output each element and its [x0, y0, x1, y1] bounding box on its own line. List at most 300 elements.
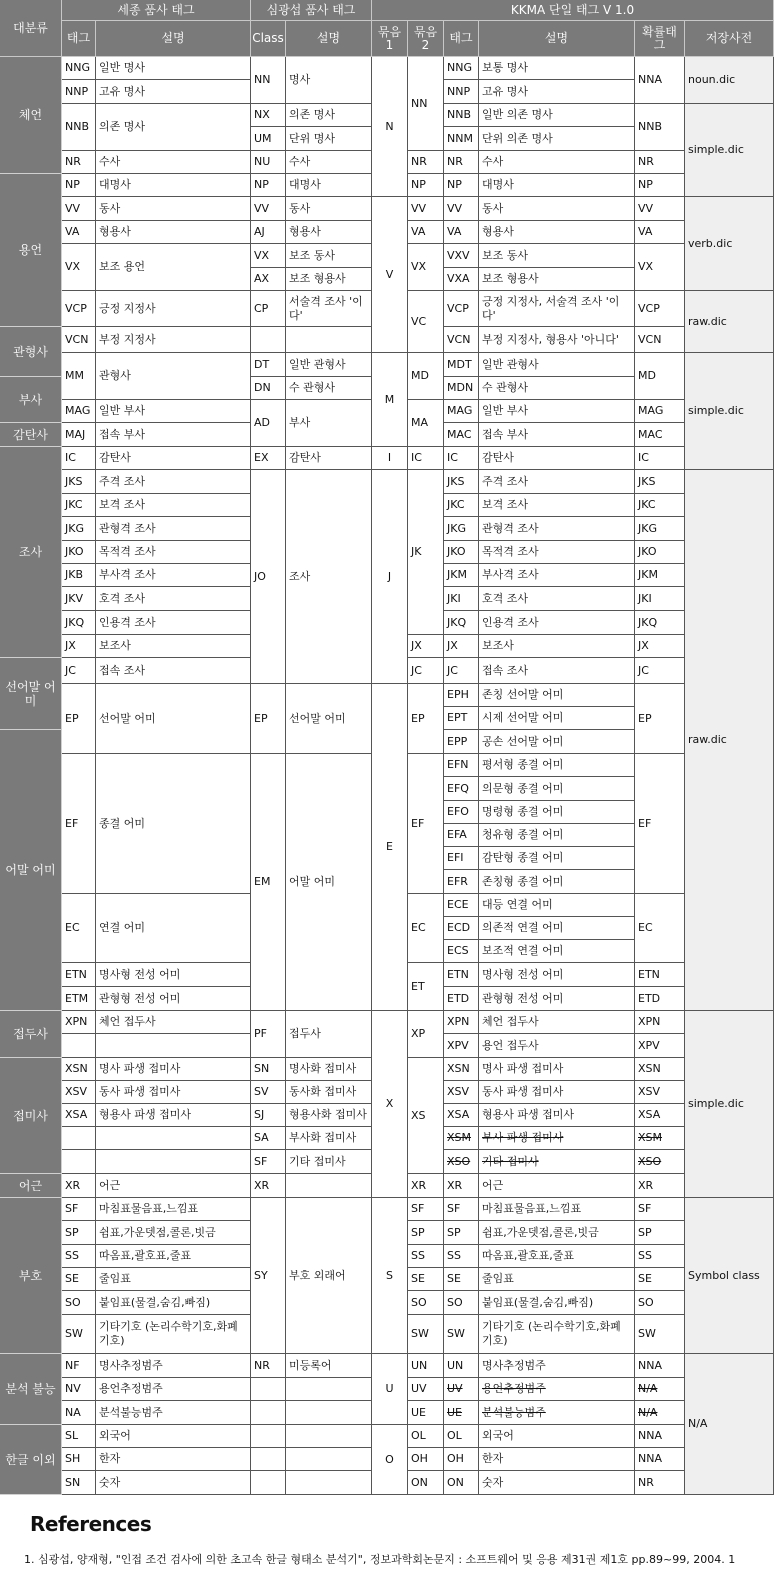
group2-cell: SF	[408, 1198, 444, 1221]
kkma-tag: NNG	[444, 57, 479, 80]
prob-tag: XSA	[635, 1104, 685, 1127]
sejong-tag: JKQ	[62, 611, 96, 635]
kkma-desc: 마침표물음표,느낌표	[479, 1198, 635, 1221]
sejong-tag: NNP	[62, 80, 96, 104]
prob-tag: MAG	[635, 400, 685, 423]
prob-tag: NNB	[635, 104, 685, 151]
sejong-desc: 고유 명사	[96, 80, 251, 104]
kkma-tag: UV	[444, 1378, 479, 1401]
shim-class: UM	[251, 127, 286, 151]
shim-desc: 일반 관형사	[286, 353, 372, 377]
kkma-desc: 부정 지정사, 형용사 '아니다'	[479, 327, 635, 353]
group2-cell: EF	[408, 754, 444, 894]
group1-cell: V	[372, 197, 408, 353]
group1-cell: U	[372, 1354, 408, 1425]
header-category: 대분류	[0, 0, 62, 57]
group2-cell: XP	[408, 1011, 444, 1058]
prob-tag: VX	[635, 244, 685, 291]
sejong-desc	[96, 1127, 251, 1150]
kkma-tag: NNP	[444, 80, 479, 104]
kkma-desc: 따옴표,괄호표,줄표	[479, 1245, 635, 1268]
group1-cell: O	[372, 1425, 408, 1495]
prob-tag: NR	[635, 1471, 685, 1495]
shim-class: NX	[251, 104, 286, 127]
kkma-tag: EFR	[444, 870, 479, 894]
kkma-desc: 감탄형 종결 어미	[479, 847, 635, 870]
kkma-desc: 쉼표,가운뎃점,콜론,빗금	[479, 1221, 635, 1245]
shim-desc: 의존 명사	[286, 104, 372, 127]
prob-tag: XSM	[635, 1127, 685, 1150]
kkma-tag: SP	[444, 1221, 479, 1245]
shim-class: VV	[251, 197, 286, 221]
group1-cell: I	[372, 447, 408, 470]
group2-cell: UV	[408, 1378, 444, 1401]
shim-class: NR	[251, 1354, 286, 1378]
sejong-desc: 기타기호 (논리수학기호,화폐기호)	[96, 1315, 251, 1354]
kkma-tag: EFO	[444, 801, 479, 824]
shim-class: NP	[251, 174, 286, 197]
group2-cell: EC	[408, 894, 444, 963]
sejong-desc: 관형사	[96, 353, 251, 400]
shim-desc: 부호 외래어	[286, 1198, 372, 1354]
sejong-desc: 긍정 지정사	[96, 291, 251, 327]
group2-cell: VC	[408, 291, 444, 353]
shim-desc: 보조 형용사	[286, 268, 372, 291]
group2-cell: OL	[408, 1425, 444, 1448]
prob-tag: NNA	[635, 1425, 685, 1448]
dictionary-cell: noun.dic	[685, 57, 774, 104]
sejong-desc: 호격 조사	[96, 587, 251, 611]
group2-cell: SE	[408, 1268, 444, 1291]
shim-desc: 감탄사	[286, 447, 372, 470]
sejong-tag: XSV	[62, 1081, 96, 1104]
shim-class: SJ	[251, 1104, 286, 1127]
group1-cell: S	[372, 1198, 408, 1354]
dictionary-cell: simple.dic	[685, 353, 774, 470]
sejong-tag: NNB	[62, 104, 96, 151]
kkma-desc: 부사 파생 접미사	[479, 1127, 635, 1150]
group2-cell: IC	[408, 447, 444, 470]
kkma-tag: ECE	[444, 894, 479, 917]
kkma-desc: 보조적 연결 어미	[479, 940, 635, 963]
kkma-tag: ECS	[444, 940, 479, 963]
sejong-tag: IC	[62, 447, 96, 470]
sejong-tag: SP	[62, 1221, 96, 1245]
kkma-tag: VXV	[444, 244, 479, 268]
shim-class	[251, 1471, 286, 1495]
sejong-tag: NNG	[62, 57, 96, 80]
group1-cell: M	[372, 353, 408, 447]
sejong-tag: ETN	[62, 963, 96, 987]
shim-desc: 조사	[286, 470, 372, 684]
kkma-tag: JC	[444, 658, 479, 684]
sejong-desc: 용언추정범주	[96, 1378, 251, 1401]
kkma-desc: 수사	[479, 151, 635, 174]
kkma-tag: NNM	[444, 127, 479, 151]
kkma-tag: JKC	[444, 494, 479, 517]
prob-tag: JKG	[635, 517, 685, 541]
dictionary-cell: N/A	[685, 1354, 774, 1495]
sejong-desc: 마침표물음표,느낌표	[96, 1198, 251, 1221]
prob-tag: XR	[635, 1174, 685, 1198]
kkma-tag: UE	[444, 1401, 479, 1425]
sejong-tag: JKB	[62, 564, 96, 587]
shim-class: AX	[251, 268, 286, 291]
header-tag: 태그	[444, 21, 479, 57]
kkma-tag: JKM	[444, 564, 479, 587]
sejong-desc: 줄임표	[96, 1268, 251, 1291]
shim-desc: 기타 접미사	[286, 1150, 372, 1174]
shim-desc	[286, 1401, 372, 1425]
shim-class	[251, 327, 286, 353]
sejong-tag: VX	[62, 244, 96, 291]
sejong-tag: MM	[62, 353, 96, 400]
sejong-desc: 보조 용언	[96, 244, 251, 291]
kkma-desc: 외국어	[479, 1425, 635, 1448]
kkma-desc: 명사형 전성 어미	[479, 963, 635, 987]
shim-class: EM	[251, 754, 286, 1011]
group2-cell: NR	[408, 151, 444, 174]
kkma-desc: 존칭형 종결 어미	[479, 870, 635, 894]
sejong-tag: VCN	[62, 327, 96, 353]
kkma-tag: XSA	[444, 1104, 479, 1127]
shim-class: SA	[251, 1127, 286, 1150]
sejong-tag: JKC	[62, 494, 96, 517]
shim-desc: 명사화 접미사	[286, 1058, 372, 1081]
sejong-tag: SE	[62, 1268, 96, 1291]
kkma-desc: 시제 선어말 어미	[479, 707, 635, 730]
kkma-desc: 목적격 조사	[479, 541, 635, 564]
shim-class	[251, 1425, 286, 1448]
sejong-desc: 일반 명사	[96, 57, 251, 80]
category-label: 한글 이외	[0, 1425, 62, 1495]
sejong-tag: JKS	[62, 470, 96, 494]
group2-cell: EP	[408, 684, 444, 754]
kkma-tag: XSV	[444, 1081, 479, 1104]
header-desc: 설명	[96, 21, 251, 57]
header-kkma: KKMA 단일 태그 V 1.0	[372, 0, 774, 21]
kkma-desc: 일반 관형사	[479, 353, 635, 377]
sejong-tag: VCP	[62, 291, 96, 327]
reference-item: 1. 심광섭, 양재형, "인접 조건 검사에 의한 초고속 한글 형태소 분석기", 정보과학회논문지 : 소프트웨어 및 응용 제31권 제1호 pp.89~99, 2004. 1	[24, 1553, 736, 1566]
kkma-tag: JKI	[444, 587, 479, 611]
prob-tag: SE	[635, 1268, 685, 1291]
kkma-desc: 명사추정범주	[479, 1354, 635, 1378]
sejong-tag: NR	[62, 151, 96, 174]
kkma-tag: JKG	[444, 517, 479, 541]
kkma-desc: 붙임표(물결,숨김,빠짐)	[479, 1291, 635, 1315]
prob-tag: JKC	[635, 494, 685, 517]
shim-desc: 대명사	[286, 174, 372, 197]
shim-desc: 어말 어미	[286, 754, 372, 1011]
group2-cell: XR	[408, 1174, 444, 1198]
sejong-tag: SF	[62, 1198, 96, 1221]
category-label: 선어말 어미	[0, 658, 62, 730]
sejong-desc: 주격 조사	[96, 470, 251, 494]
sejong-desc: 목적격 조사	[96, 541, 251, 564]
header-class: Class	[251, 21, 286, 57]
kkma-desc: 접속 조사	[479, 658, 635, 684]
kkma-desc: 긍정 지정사, 서술격 조사 '이다'	[479, 291, 635, 327]
kkma-desc: 용언 접두사	[479, 1034, 635, 1058]
sejong-desc: 대명사	[96, 174, 251, 197]
prob-tag: JKM	[635, 564, 685, 587]
category-label: 부호	[0, 1198, 62, 1354]
sejong-tag: MAG	[62, 400, 96, 423]
sejong-desc: 따옴표,괄호표,줄표	[96, 1245, 251, 1268]
group2-cell: SO	[408, 1291, 444, 1315]
kkma-desc: 주격 조사	[479, 470, 635, 494]
shim-desc: 접두사	[286, 1011, 372, 1058]
sejong-tag	[62, 1034, 96, 1058]
dictionary-cell: Symbol class	[685, 1198, 774, 1354]
sejong-tag: JX	[62, 635, 96, 658]
shim-desc: 동사	[286, 197, 372, 221]
header-desc: 설명	[286, 21, 372, 57]
shim-desc: 단위 명사	[286, 127, 372, 151]
header-tag: 태그	[62, 21, 96, 57]
group2-cell: SW	[408, 1315, 444, 1354]
prob-tag: NNA	[635, 1354, 685, 1378]
category-label: 어말 어미	[0, 730, 62, 1011]
kkma-tag: JX	[444, 635, 479, 658]
sejong-tag: XPN	[62, 1011, 96, 1034]
shim-desc	[286, 327, 372, 353]
prob-tag: MD	[635, 353, 685, 400]
shim-class: NN	[251, 57, 286, 104]
sejong-tag	[62, 1127, 96, 1150]
kkma-desc: 관형격 조사	[479, 517, 635, 541]
kkma-desc: 보격 조사	[479, 494, 635, 517]
group1-cell: X	[372, 1011, 408, 1198]
kkma-desc: 보통 명사	[479, 57, 635, 80]
shim-class	[251, 1401, 286, 1425]
dictionary-cell: raw.dic	[685, 291, 774, 353]
shim-class	[251, 1448, 286, 1471]
shim-desc: 수사	[286, 151, 372, 174]
shim-desc	[286, 1378, 372, 1401]
sejong-desc: 인용격 조사	[96, 611, 251, 635]
kkma-desc: 단위 의존 명사	[479, 127, 635, 151]
shim-class: NU	[251, 151, 286, 174]
kkma-tag: XSN	[444, 1058, 479, 1081]
sejong-desc: 수사	[96, 151, 251, 174]
prob-tag: EC	[635, 894, 685, 963]
prob-tag: VV	[635, 197, 685, 221]
sejong-desc: 명사형 전성 어미	[96, 963, 251, 987]
shim-class: JO	[251, 470, 286, 684]
prob-tag: ETD	[635, 987, 685, 1011]
group2-cell: SP	[408, 1221, 444, 1245]
kkma-tag: NNB	[444, 104, 479, 127]
shim-class: EP	[251, 684, 286, 754]
sejong-desc: 보격 조사	[96, 494, 251, 517]
kkma-tag: SF	[444, 1198, 479, 1221]
sejong-desc: 관형형 전성 어미	[96, 987, 251, 1011]
kkma-desc: 보조 동사	[479, 244, 635, 268]
sejong-tag: SW	[62, 1315, 96, 1354]
kkma-tag: NR	[444, 151, 479, 174]
kkma-tag: EFN	[444, 754, 479, 777]
sejong-desc: 관형격 조사	[96, 517, 251, 541]
dictionary-cell: simple.dic	[685, 1011, 774, 1198]
kkma-tag: XR	[444, 1174, 479, 1198]
sejong-desc: 형용사	[96, 221, 251, 244]
shim-class: EX	[251, 447, 286, 470]
sejong-desc: 부사격 조사	[96, 564, 251, 587]
prob-tag: EP	[635, 684, 685, 754]
sejong-tag: XR	[62, 1174, 96, 1198]
shim-desc	[286, 1471, 372, 1495]
kkma-desc: 체언 접두사	[479, 1011, 635, 1034]
sejong-tag: NF	[62, 1354, 96, 1378]
sejong-desc: 숫자	[96, 1471, 251, 1495]
group2-cell: ON	[408, 1471, 444, 1495]
kkma-desc: 명령형 종결 어미	[479, 801, 635, 824]
shim-class: SV	[251, 1081, 286, 1104]
group2-cell: VX	[408, 244, 444, 291]
prob-tag: NNA	[635, 1448, 685, 1471]
kkma-desc: 평서형 종결 어미	[479, 754, 635, 777]
category-label: 감탄사	[0, 423, 62, 447]
sejong-desc	[96, 1034, 251, 1058]
kkma-desc: 한자	[479, 1448, 635, 1471]
kkma-desc: 부사격 조사	[479, 564, 635, 587]
kkma-tag: ETD	[444, 987, 479, 1011]
prob-tag: ETN	[635, 963, 685, 987]
kkma-desc: 동사	[479, 197, 635, 221]
prob-tag: JKI	[635, 587, 685, 611]
group2-cell: UE	[408, 1401, 444, 1425]
kkma-tag: EFA	[444, 824, 479, 847]
sejong-desc: 붙임표(물결,숨김,빠짐)	[96, 1291, 251, 1315]
group2-cell: XS	[408, 1058, 444, 1174]
group1-cell: E	[372, 684, 408, 1011]
kkma-desc: 보조 형용사	[479, 268, 635, 291]
kkma-desc: 형용사	[479, 221, 635, 244]
group2-cell: OH	[408, 1448, 444, 1471]
kkma-desc: 고유 명사	[479, 80, 635, 104]
category-label: 관형사	[0, 327, 62, 377]
kkma-tag: SE	[444, 1268, 479, 1291]
shim-desc: 수 관형사	[286, 377, 372, 400]
kkma-desc: 일반 의존 명사	[479, 104, 635, 127]
kkma-tag: VCN	[444, 327, 479, 353]
category-label: 체언	[0, 57, 62, 174]
sejong-desc: 접속 부사	[96, 423, 251, 447]
shim-class: SF	[251, 1150, 286, 1174]
kkma-tag: NP	[444, 174, 479, 197]
sejong-tag: JKV	[62, 587, 96, 611]
sejong-desc: 선어말 어미	[96, 684, 251, 754]
kkma-tag: SS	[444, 1245, 479, 1268]
prob-tag: XSN	[635, 1058, 685, 1081]
prob-tag: JKQ	[635, 611, 685, 635]
prob-tag: XPV	[635, 1034, 685, 1058]
sejong-tag: VA	[62, 221, 96, 244]
prob-tag: XSV	[635, 1081, 685, 1104]
sejong-desc: 부정 지정사	[96, 327, 251, 353]
kkma-tag: MAC	[444, 423, 479, 447]
kkma-desc: 대명사	[479, 174, 635, 197]
sejong-desc: 동사	[96, 197, 251, 221]
shim-class: DT	[251, 353, 286, 377]
kkma-desc: 공손 선어말 어미	[479, 730, 635, 754]
category-label: 분석 불능	[0, 1354, 62, 1425]
category-label: 조사	[0, 447, 62, 658]
shim-class: AD	[251, 400, 286, 447]
kkma-tag: ETN	[444, 963, 479, 987]
shim-class: SY	[251, 1198, 286, 1354]
shim-desc: 형용사	[286, 221, 372, 244]
shim-desc: 선어말 어미	[286, 684, 372, 754]
kkma-desc: 줄임표	[479, 1268, 635, 1291]
prob-tag: NR	[635, 151, 685, 174]
sejong-tag: XSN	[62, 1058, 96, 1081]
kkma-tag: ECD	[444, 917, 479, 940]
header-shim: 심광섭 품사 태그	[251, 0, 372, 21]
sejong-tag: EC	[62, 894, 96, 963]
sejong-desc	[96, 1150, 251, 1174]
kkma-tag: UN	[444, 1354, 479, 1378]
sejong-tag: NP	[62, 174, 96, 197]
group2-cell: MD	[408, 353, 444, 400]
sejong-tag: ETM	[62, 987, 96, 1011]
kkma-tag: OL	[444, 1425, 479, 1448]
kkma-tag: XPN	[444, 1011, 479, 1034]
sejong-tag: JC	[62, 658, 96, 684]
sejong-tag: SO	[62, 1291, 96, 1315]
prob-tag: SS	[635, 1245, 685, 1268]
shim-desc: 동사화 접미사	[286, 1081, 372, 1104]
kkma-desc: 동사 파생 접미사	[479, 1081, 635, 1104]
kkma-desc: 형용사 파생 접미사	[479, 1104, 635, 1127]
shim-desc: 형용사화 접미사	[286, 1104, 372, 1127]
kkma-desc: 인용격 조사	[479, 611, 635, 635]
shim-desc	[286, 1448, 372, 1471]
sejong-desc: 일반 부사	[96, 400, 251, 423]
sejong-tag: SN	[62, 1471, 96, 1495]
dictionary-cell: raw.dic	[685, 470, 774, 1011]
group1-cell: J	[372, 470, 408, 684]
shim-class: VX	[251, 244, 286, 268]
kkma-desc: 수 관형사	[479, 377, 635, 400]
header-desc: 설명	[479, 21, 635, 57]
shim-class: AJ	[251, 221, 286, 244]
prob-tag: VA	[635, 221, 685, 244]
sejong-tag	[62, 1150, 96, 1174]
group2-cell: VA	[408, 221, 444, 244]
group2-cell: SS	[408, 1245, 444, 1268]
dictionary-cell: verb.dic	[685, 197, 774, 291]
kkma-tag: EFI	[444, 847, 479, 870]
kkma-desc: 기타 접미사	[479, 1150, 635, 1174]
kkma-tag: VV	[444, 197, 479, 221]
group2-cell: VV	[408, 197, 444, 221]
kkma-desc: 감탄사	[479, 447, 635, 470]
header-sejong: 세종 품사 태그	[62, 0, 251, 21]
kkma-desc: 청유형 종결 어미	[479, 824, 635, 847]
kkma-tag: VCP	[444, 291, 479, 327]
kkma-tag: MDN	[444, 377, 479, 400]
kkma-tag: MDT	[444, 353, 479, 377]
group2-cell: UN	[408, 1354, 444, 1378]
kkma-tag: SO	[444, 1291, 479, 1315]
header-group2: 묶음 2	[408, 21, 444, 57]
kkma-tag: JKO	[444, 541, 479, 564]
shim-desc: 명사	[286, 57, 372, 104]
shim-class: SN	[251, 1058, 286, 1081]
